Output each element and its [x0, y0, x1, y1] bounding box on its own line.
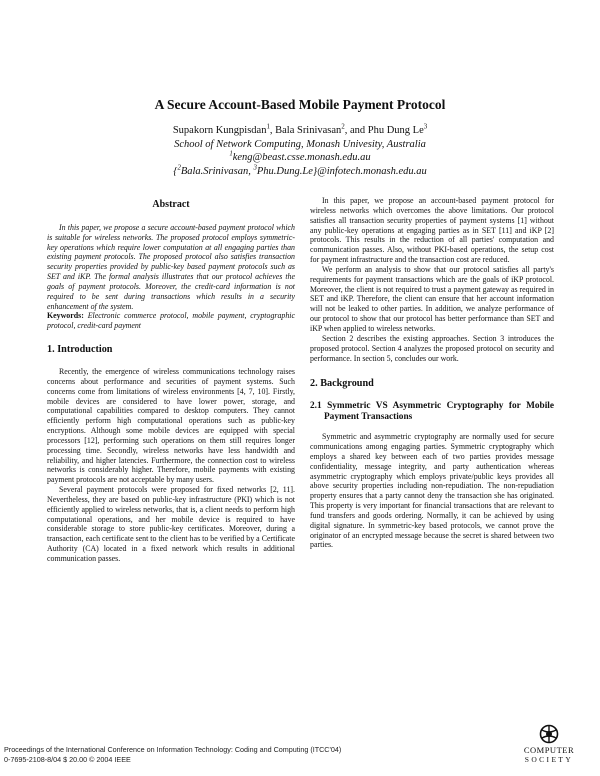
background-paragraph-1: Symmetric and asymmetric cryptography are normally used for secure communications among engaging parties. Symmetric cryptography which employs a shared key between each of two parties provides message confidentiality, message integrity, and party authentication whereas asymmetric cryptography which employs private/public keys provides all above security properties including non-repudiation. The non-repudiation property ensures that a party cannot deny the transaction she has originated. This property is very important for financial transactions that are relevant to fund transfers and goods ordering. Normally, it can be achieved by using digital signature. In symmetric-key based protocols, we cannot prove the originator of an encrypted message because the secret is shared between two parties.: [310, 432, 554, 550]
left-column: [47, 200, 295, 564]
author-affiliation: School of Network Computing, Monash Univesity, Australia: [174, 138, 426, 150]
paper-title: A Secure Account-Based Mobile Payment Protocol: [154, 97, 446, 112]
author-block: [0, 124, 600, 178]
intro-paragraph-3: In this paper, we propose an account-based payment protocol for wireless networks which overcomes the above limitations. Our protocol satisfies all transaction security properties of payment systems [1] without any public-key operations at engaging parties as in SET [11] and iKP [2] protocols. This results in the reduction of all parties' computation and communication passes. Also, without PKI-based operations, the setup cost for payment infrastructure and the transaction cost are reduced.: [310, 196, 554, 265]
footer-copyright-line: 0-7695-2108-8/04 $ 20.00 © 2004 IEEE: [4, 755, 131, 764]
abstract-body: In this paper, we propose a secure account-based payment protocol which is suitable for wireless networks. The proposed protocol employs symmetric-key operations which require lower computation at all engaging parties than existing payment protocols. The proposed protocol also satisfies transaction security properties provided by public-key based payment protocols such as SET and iKP. The formal analysis illustrates that our protocol achieves the goals of payment protocols. Moreover, the credit-card information is not required to be sent during transactions which results in a security enhancement of the system.: [47, 222, 295, 311]
right-column: [310, 196, 554, 550]
author-email-2: {$^2$Bala.Srinivasan, $^3$Phu.Dung.Le}@infotech.monash.edu.au: [173, 164, 427, 177]
intro-paragraph-5: Section 2 describes the existing approaches. Section 3 introduces the proposed protocol. Section 4 analyzes the proposed protocol on security and performance. In section 5, concludes our work.: [310, 333, 554, 363]
logo-text-computer: COMPUTER: [523, 745, 575, 755]
intro-paragraph-4: We perform an analysis to show that our protocol satisfies all party's requirements for payment transactions which are the goals of iKP protocol. Moreover, the client is not required to trust a payment gateway as required in SET and iKP. Therefore, the client can ensure that her account information will not be leaked to other parties. In addition, we analyze performance of our protocol to show that our protocol has better performance than SET and iKP when applied to wireless networks.: [310, 264, 554, 333]
intro-paragraph-1: Recently, the emergence of wireless communications technology raises concerns about performance and securities of payment systems. Such concerns come from limitations of wireless environments [4, 7, 10]. Firstly, mobile devices are considered to have lower power, storage, and computational capabilities compared to desktop computers. They cannot efficiently perform high computational operations such as public-key encryptions. Although some mobile devices are equipped with special processors [12], performing such operations on them still requires longer processing time. Secondly, wireless networks have less handwidth and reliability, and higher latencies. Furthermore, the connection cost to wireless networks is considerably higher. Therefore, mobile payments with existing payment protocols are not acceptable by many users.: [47, 366, 295, 485]
abstract-heading: Abstract: [152, 199, 190, 210]
section-heading-introduction: 1. Introduction: [47, 344, 113, 356]
computer-society-logo: [517, 724, 581, 764]
author-email-1: $^1$keng@beast.csse.monash.edu.au: [229, 150, 371, 163]
intro-paragraph-2: Several payment protocols were proposed for fixed networks [2, 11]. Nevertheless, they are based on public-key infrastructure (PKI) which is not efficiently applied to wireless networks, that is, a client needs to perform high computational operations, and her mobile device is required to have considerable storage to store public-key certificates. Moreover, during a transaction, each certificate sent to the client has to be verified by a Certificate Authority (CA) located in a fixed network which results in additional communication passes.: [47, 485, 295, 563]
logo-text-society: SOCIETY: [524, 755, 574, 764]
section-heading-background: 2. Background: [310, 378, 374, 390]
footer-proceedings-line: Proceedings of the International Conference on Information Technology: Coding and Computing (ITCC'04): [4, 745, 342, 754]
author-names: Supakorn Kungpisdan$^1$, Bala Srinivasan$^2$, and Phu Dung Le$^3$: [172, 123, 428, 136]
computer-society-emblem-icon: [538, 724, 560, 744]
keywords: Keywords: Electronic commerce protocol, mobile payment, cryptographic protocol, credit-card payment: [47, 311, 295, 331]
proceedings-footer: [4, 745, 341, 765]
subsection-heading-2-1: 2.1 Symmetric VS Asymmetric Cryptography for Mobile Payment Transactions: [310, 401, 554, 423]
